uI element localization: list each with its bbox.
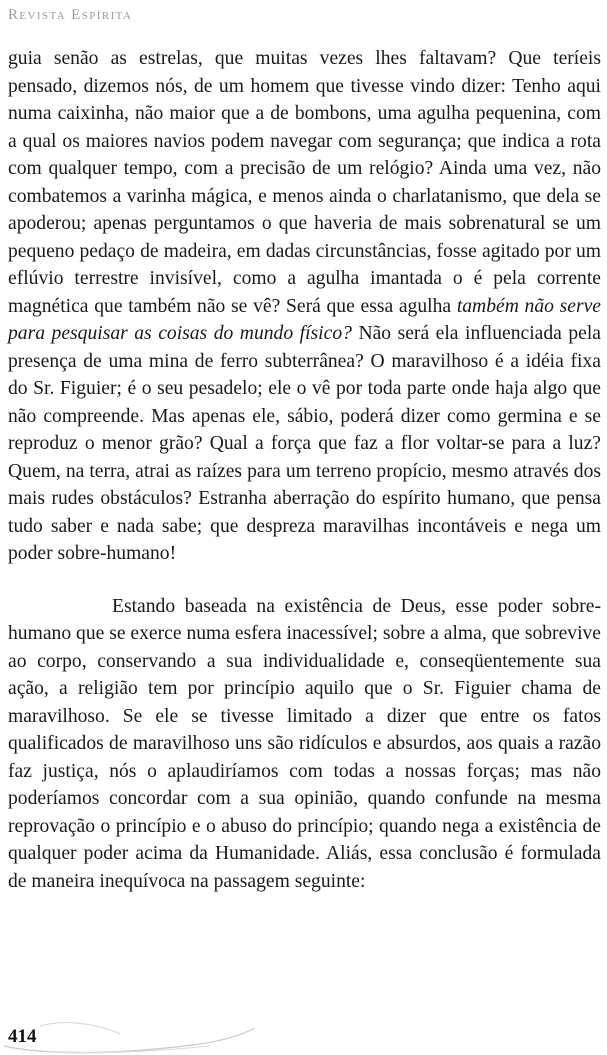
paragraph-2: Estando baseada na existência de Deus, esse poder sobre-humano que se exerce numa esfera inacessível; sobre a alma, que sobrevive ao corpo, conservando a sua individualidade e, conseqüentemente sua ação, a religião tem por princípio aquilo que o Sr. Figuier chama de maravilhoso. Se ele se tivesse limitado a dizer que entre os fatos qualificados de maravilhoso uns são ridículos e absurdos, aos quais a razão faz justiça, nós o aplaudiríamos com todas a nossas forças; mas não poderíamos concordar com a sua opinião, quando confunde na mesma reprovação o princípio e o abuso do princípio; quando nega a existência de qualquer poder acima da Humanidade. Aliás, essa conclusão é formulada de maneira inequívoca na passagem seguinte: [8,595,602,892]
paragraph-1-text-a: guia senão as estrelas, que muitas vezes lhes faltavam? Que teríeis pensado, dizemos nós, de um homem que tivesse vindo dizer: Tenho aqui numa caixinha, não maior que a de bombons, uma agulha pequenina, com a qual os maiores navios podem navegar com segurança; que indica a rota com qualquer tempo, com a precisão de um relógio? Ainda uma vez, não combatemos a varinha mágica, e menos ainda o charlatanismo, que dela se apoderou; apenas perguntamos o que haveria de mais sobrenatural se um pequeno pedaço de madeira, em dadas circunstâncias, fosse agitado por um eflúvio terrestre invisível, como a agulha imantada o é pela corrente magnética que também não se vê? Será que essa agulha [8,48,601,317]
running-header: Revista Espírita [8,7,133,23]
page-footer [0,1016,607,1055]
paragraph-1-text-b: Não será ela influenciada pela presença de uma mina de ferro subterrânea? O maravilhoso é a idéia fixa do Sr. Figuier; é o seu pesadelo; ele o vê por toda parte onde haja algo que não compreende. Mas apenas ele, sábio, poderá dizer como germina e se reproduz o menor grão? Qual a força que faz a flor voltar-se para a luz? Quem, na terra, atrai as raízes para um terreno propício, mesmo através dos mais rudes obstáculos? Estranha aberração do espírito humano, que pensa tudo saber e nada sabe; que despreza maravilhas incontáveis e nega um poder sobre-humano! [8,323,601,564]
decorative-swoosh-ornament [0,1016,260,1055]
body-text [8,45,601,895]
paragraph-1-italic-phrase: também não serve para pesquisar as coisas do mundo físico? [8,295,601,344]
paragraph-1 [8,45,601,568]
page-number: 414 [8,1026,37,1047]
